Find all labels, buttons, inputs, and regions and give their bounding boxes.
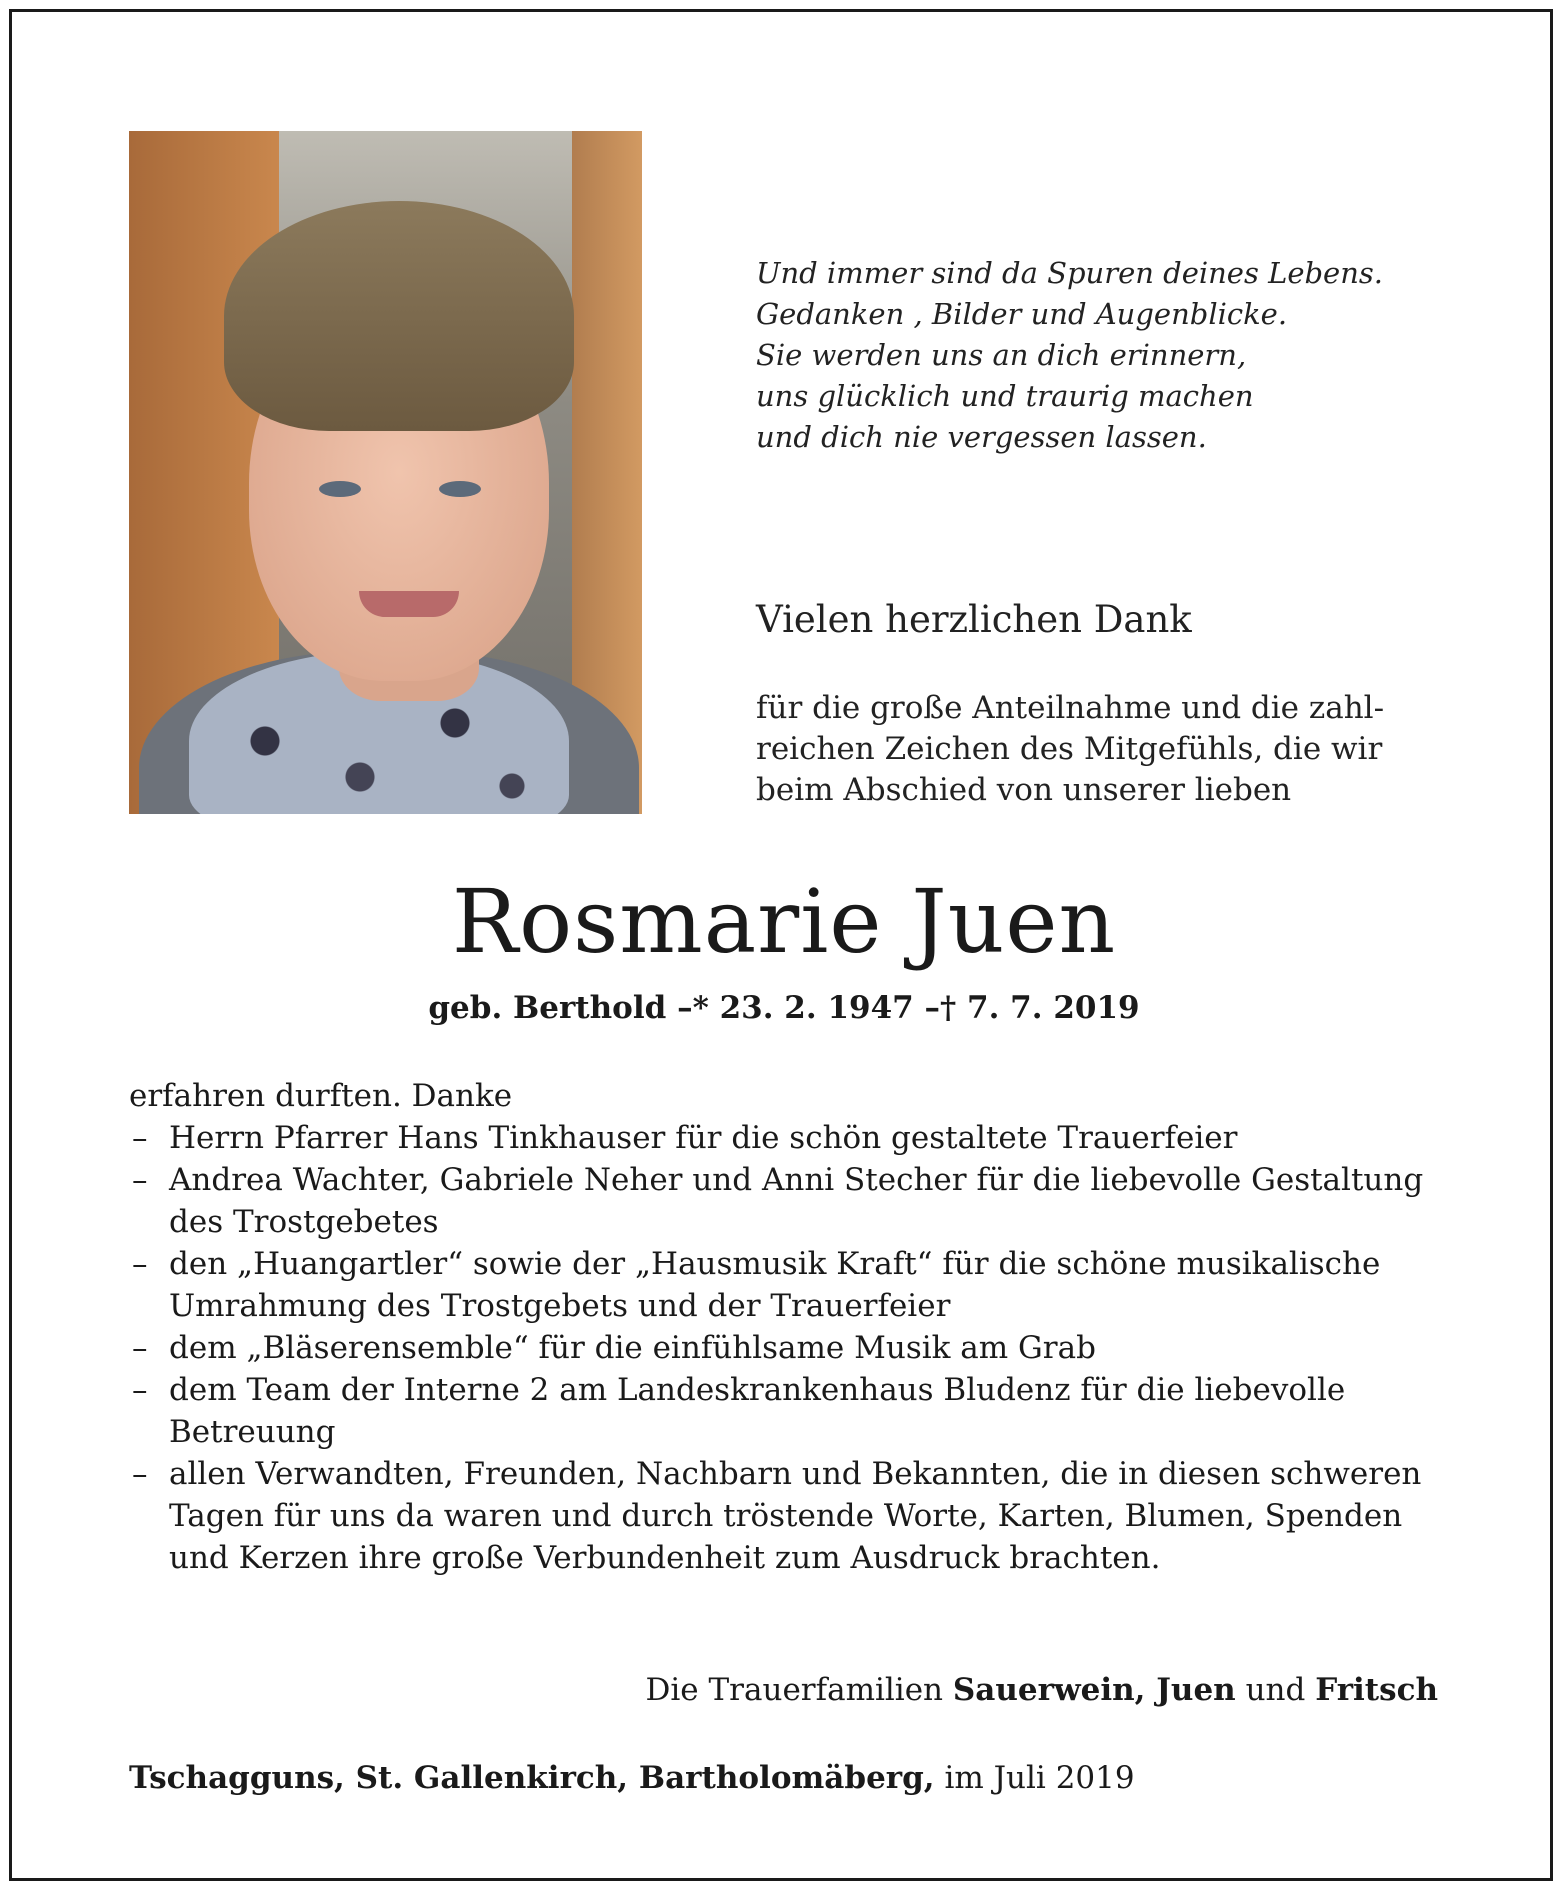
intro-line: beim Abschied von unserer lieben bbox=[756, 772, 1292, 808]
intro-line: für die große Anteilnahme und die zahl- bbox=[756, 690, 1385, 726]
poem-line: und dich nie vergessen lassen. bbox=[756, 420, 1207, 454]
list-item: – Herrn Pfarrer Hans Tinkhauser für die schön gestaltete Trauerfeier bbox=[129, 1117, 1439, 1159]
deceased-name: Rosmarie Juen bbox=[451, 870, 1117, 973]
lead-line: erfahren durften. Danke bbox=[129, 1078, 513, 1114]
dash-bullet: – bbox=[132, 1120, 148, 1156]
dash-bullet: – bbox=[132, 1330, 148, 1366]
memorial-poem bbox=[756, 253, 1383, 458]
place-date: Tschagguns, St. Gallenkirch, Bartholomäberg, im Juli 2019 bbox=[129, 1760, 1135, 1796]
list-item: – allen Verwandten, Freunden, Nachbarn und Bekannten, die in diesen schweren Tagen für uns da waren und durch tröstende Worte, Karten, Blumen, Spenden und Kerzen ihre große Verbundenheit zum Ausdruck brachten. bbox=[129, 1453, 1439, 1579]
list-item: – Andrea Wachter, Gabriele Neher und Anni Stecher für die liebevolle Gestaltung des Trostgebetes bbox=[129, 1159, 1439, 1243]
thanks-body bbox=[129, 1075, 1439, 1579]
poem-line: Sie werden uns an dich erinnern, bbox=[756, 338, 1247, 372]
thanks-list bbox=[129, 1117, 1439, 1579]
dash-bullet: – bbox=[132, 1246, 148, 1282]
dash-bullet: – bbox=[132, 1372, 148, 1408]
list-item: – dem Team der Interne 2 am Landeskrankenhaus Bludenz für die liebevolle Betreuung bbox=[129, 1369, 1439, 1453]
intro-line: reichen Zeichen des Mitgefühls, die wir bbox=[756, 731, 1383, 767]
life-dates: geb. Berthold –* 23. 2. 1947 –† 7. 7. 2019 bbox=[428, 990, 1140, 1026]
dash-bullet: – bbox=[132, 1162, 148, 1198]
list-item: – dem „Bläserensemble“ für die einfühlsame Musik am Grab bbox=[129, 1327, 1439, 1369]
family-signature: Die Trauerfamilien Sauerwein, Juen und Fritsch bbox=[645, 1672, 1438, 1708]
thanks-heading: Vielen herzlichen Dank bbox=[756, 598, 1192, 641]
poem-line: Gedanken , Bilder und Augenblicke. bbox=[756, 297, 1288, 331]
poem-line: uns glücklich und traurig machen bbox=[756, 379, 1254, 413]
portrait-photo bbox=[129, 131, 642, 814]
poem-line: Und immer sind da Spuren deines Lebens. bbox=[756, 256, 1383, 290]
intro-text bbox=[756, 688, 1384, 811]
dash-bullet: – bbox=[132, 1456, 148, 1492]
list-item: – den „Huangartler“ sowie der „Hausmusik Kraft“ für die schöne musikalische Umrahmung des Trostgebets und der Trauerfeier bbox=[129, 1243, 1439, 1327]
